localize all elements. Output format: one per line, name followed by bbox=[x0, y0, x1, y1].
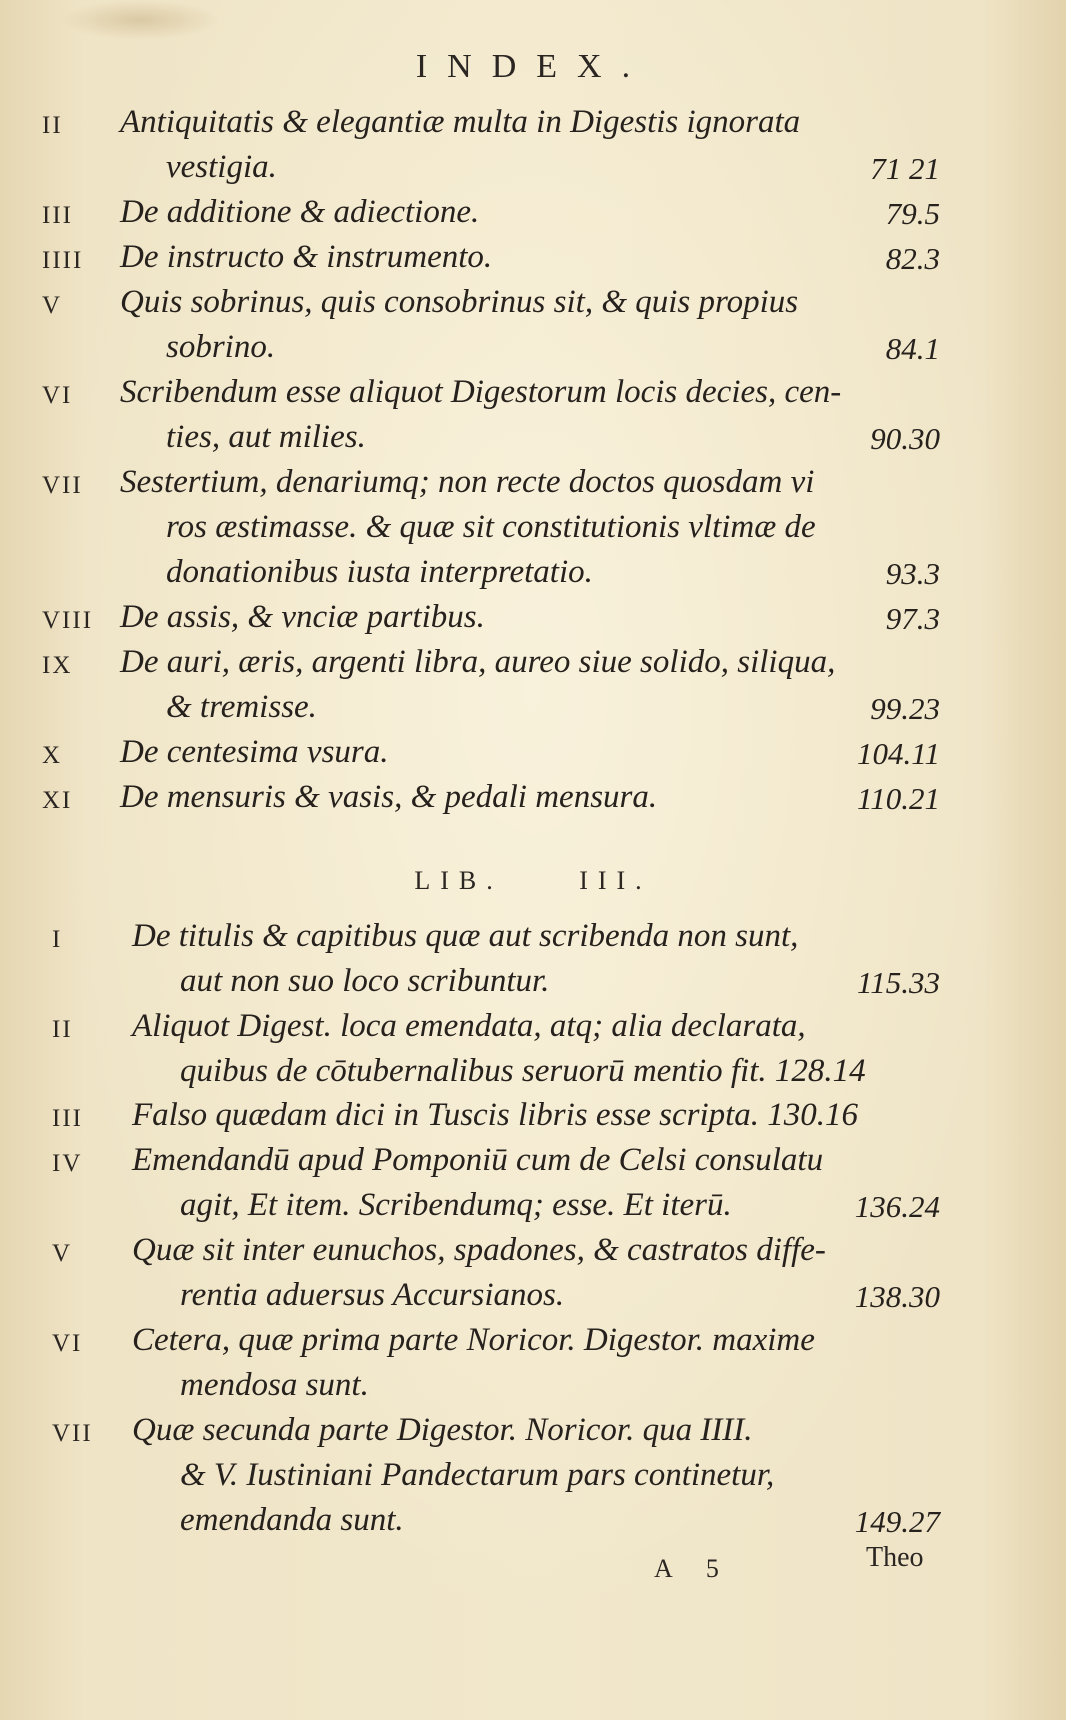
entry-text-line: De additione & adiectione. bbox=[120, 194, 480, 230]
entry-numeral: IIII bbox=[42, 247, 84, 274]
entry-text-line: & tremisse. bbox=[166, 689, 317, 725]
entry-text-line: Scribendum esse aliquot Digestorum locis decies, cen- bbox=[120, 374, 842, 410]
entry-text-line: emendanda sunt. bbox=[180, 1502, 404, 1538]
entry-text-line: mendosa sunt. bbox=[180, 1367, 369, 1403]
entry-text-line: ros æstimasse. & quæ sit constitutionis vltimæ de bbox=[166, 509, 816, 545]
entry-numeral: X bbox=[42, 742, 63, 769]
entry-text-line: Falso quædam dici in Tuscis libris esse scripta. 130.16 bbox=[132, 1097, 859, 1133]
entry-numeral: IX bbox=[42, 652, 73, 679]
entry-text-line: De assis, & vnciæ partibus. bbox=[120, 599, 485, 635]
entry-numeral: V bbox=[42, 292, 63, 319]
entry-page-reference: 79.5 bbox=[885, 196, 940, 231]
entry-numeral: V bbox=[52, 1240, 73, 1267]
entry-page-reference: 82.3 bbox=[885, 241, 940, 276]
entry-text-line: Emendandū apud Pomponiū cum de Celsi consulatu bbox=[132, 1142, 824, 1178]
paper-stain bbox=[60, 0, 220, 40]
entry-text-line: aut non suo loco scribuntur. bbox=[180, 963, 550, 999]
entry-text-line: ties, aut milies. bbox=[166, 419, 366, 455]
entry-numeral: VII bbox=[42, 472, 83, 499]
catchword: Theo bbox=[866, 1542, 924, 1573]
entry-page-reference: 97.3 bbox=[885, 601, 940, 636]
entry-page-reference: 90.30 bbox=[870, 421, 940, 456]
entry-page-reference: 71 21 bbox=[870, 151, 940, 186]
entry-text-line: quibus de cōtubernalibus seruorū mentio fit. 128.14 bbox=[180, 1053, 866, 1089]
signature-mark: A 5 bbox=[654, 1554, 733, 1583]
entry-text-line: De titulis & capitibus quæ aut scribenda non sunt, bbox=[132, 918, 799, 954]
entry-text-line: Quæ sit inter eunuchos, spadones, & castratos diffe- bbox=[132, 1232, 826, 1268]
entry-numeral: XI bbox=[42, 787, 73, 814]
entry-text-line: Antiquitatis & elegantiæ multa in Digestis ignorata bbox=[120, 104, 801, 140]
entry-page-reference: 149.27 bbox=[854, 1504, 940, 1539]
entry-text-line: De mensuris & vasis, & pedali mensura. bbox=[120, 779, 658, 815]
entry-text-line: donationibus iusta interpretatio. bbox=[166, 554, 593, 590]
entry-page-reference: 93.3 bbox=[885, 556, 940, 591]
entry-page-reference: 138.30 bbox=[854, 1279, 940, 1314]
entry-page-reference: 99.23 bbox=[870, 691, 940, 726]
entry-text-line: agit, Et item. Scribendumq; esse. Et iterū. bbox=[180, 1187, 732, 1223]
running-head: INDEX. bbox=[415, 48, 651, 85]
entry-text-line: De centesima vsura. bbox=[120, 734, 389, 770]
entry-text-line: Cetera, quæ prima parte Noricor. Digestor. maxime bbox=[132, 1322, 815, 1358]
entry-page-reference: 136.24 bbox=[854, 1189, 940, 1224]
entry-numeral: VII bbox=[52, 1420, 93, 1447]
entry-text-line: Quis sobrinus, quis consobrinus sit, & quis propius bbox=[120, 284, 799, 320]
entry-numeral: VIII bbox=[42, 607, 94, 634]
entry-text-line: De instructo & instrumento. bbox=[120, 239, 493, 275]
entry-numeral: III bbox=[42, 202, 73, 229]
entry-numeral: II bbox=[42, 112, 63, 139]
entry-text-line: & V. Iustiniani Pandectarum pars continetur, bbox=[180, 1457, 775, 1493]
entry-numeral: I bbox=[52, 926, 63, 953]
entry-page-reference: 115.33 bbox=[857, 965, 940, 1000]
section-heading: LIB. III. bbox=[414, 866, 652, 895]
entry-text-line: sobrino. bbox=[166, 329, 276, 365]
entry-text-line: rentia aduersus Accursianos. bbox=[180, 1277, 565, 1313]
entry-page-reference: 104.11 bbox=[857, 736, 940, 771]
entry-numeral: II bbox=[52, 1016, 73, 1043]
entry-numeral: III bbox=[52, 1105, 83, 1132]
entry-text-line: De auri, æris, argenti libra, aureo siue solido, siliqua, bbox=[120, 644, 836, 680]
entry-numeral: VI bbox=[42, 382, 73, 409]
entry-text-line: Sestertium, denariumq; non recte doctos quosdam vi bbox=[120, 464, 815, 500]
entry-text-line: vestigia. bbox=[166, 149, 277, 185]
entry-numeral: VI bbox=[52, 1330, 83, 1357]
entry-text-line: Aliquot Digest. loca emendata, atq; alia declarata, bbox=[132, 1008, 806, 1044]
entry-text-line: Quæ secunda parte Digestor. Noricor. qua IIII. bbox=[132, 1412, 753, 1448]
entry-page-reference: 84.1 bbox=[885, 331, 940, 366]
entry-page-reference: 110.21 bbox=[857, 781, 940, 816]
entry-numeral: IV bbox=[52, 1150, 83, 1177]
